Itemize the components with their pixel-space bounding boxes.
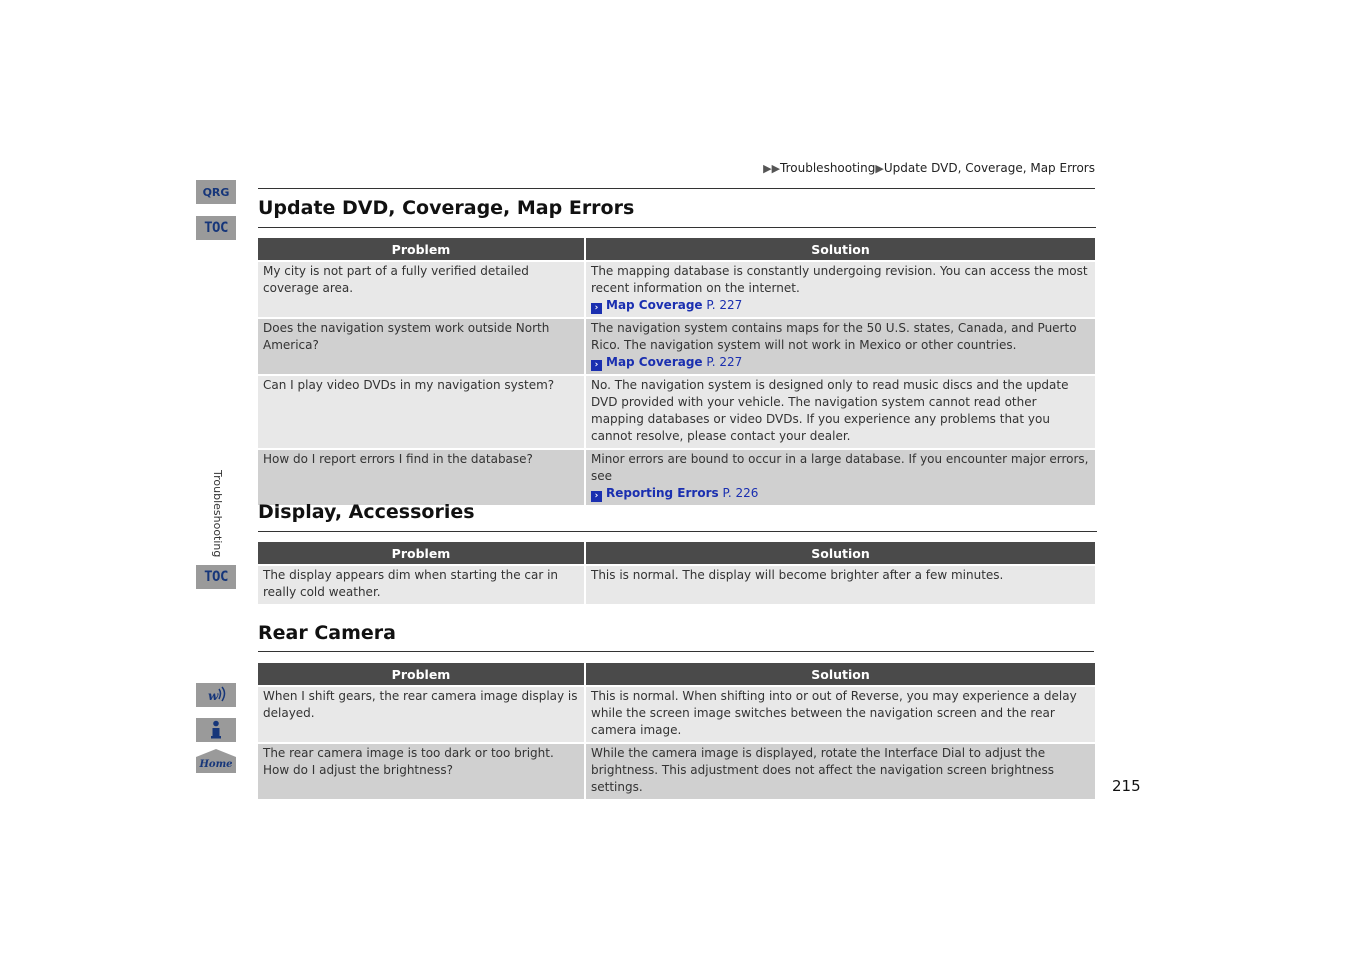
- solution-text: Minor errors are bound to occur in a large database. If you encounter major errors, see: [591, 452, 1089, 483]
- problem-cell: Does the navigation system work outside North America?: [258, 318, 585, 375]
- reference-page: P. 227: [706, 298, 743, 312]
- table-row: [258, 375, 1095, 449]
- solution-cell: [585, 261, 1095, 318]
- solution-cell: This is normal. When shifting into or out of Reverse, you may experience a delay while the screen image switches between the navigation screen and the rear camera image.: [585, 686, 1095, 743]
- voice-command-button[interactable]: [196, 683, 236, 707]
- voice-command-icon: [204, 685, 228, 705]
- section-divider: [258, 227, 1096, 228]
- solution-cell: [585, 449, 1095, 505]
- breadcrumb: [763, 161, 1095, 175]
- problem-header: Problem: [258, 663, 585, 686]
- breadcrumb-arrow-icon: ▶▶: [763, 162, 781, 175]
- reference-arrow-icon: ›: [591, 491, 602, 502]
- problem-cell: The rear camera image is too dark or too bright. How do I adjust the brightness?: [258, 743, 585, 799]
- reference-label: Reporting Errors: [606, 486, 719, 500]
- breadcrumb-parent[interactable]: Troubleshooting: [780, 161, 876, 175]
- problem-cell: When I shift gears, the rear camera image display is delayed.: [258, 686, 585, 743]
- solution-cell: No. The navigation system is designed only to read music discs and the update DVD provided with your vehicle. The navigation system cannot read other mapping databases or video DVDs. If you experience any problems that you cannot resolve, please contact your dealer.: [585, 375, 1095, 449]
- info-button[interactable]: [196, 718, 236, 742]
- problem-cell: My city is not part of a fully verified detailed coverage area.: [258, 261, 585, 318]
- cross-reference-link[interactable]: [591, 297, 1090, 314]
- troubleshooting-table: [258, 663, 1095, 799]
- problem-cell: Can I play video DVDs in my navigation system?: [258, 375, 585, 449]
- info-icon: [209, 720, 223, 740]
- solution-cell: This is normal. The display will become brighter after a few minutes.: [585, 565, 1095, 604]
- solution-text: The mapping database is constantly undergoing revision. You can access the most recent information on the internet.: [591, 264, 1088, 295]
- table-row: [258, 565, 1095, 604]
- reference-label: Map Coverage: [606, 355, 703, 369]
- solution-text: The navigation system contains maps for the 50 U.S. states, Canada, and Puerto Rico. The navigation system will not work in Mexico or other countries.: [591, 321, 1077, 352]
- header-divider: [258, 188, 1095, 189]
- qrg-button[interactable]: QRG: [196, 180, 236, 204]
- section-divider: [258, 651, 1094, 652]
- solution-cell: [585, 318, 1095, 375]
- problem-header: Problem: [258, 238, 585, 261]
- chapter-toc-button[interactable]: TOC: [196, 565, 236, 589]
- table-row: [258, 261, 1095, 318]
- section-title: Update DVD, Coverage, Map Errors: [258, 197, 635, 219]
- problem-header: Problem: [258, 542, 585, 565]
- section-divider: [258, 531, 1097, 532]
- table-row: [258, 686, 1095, 743]
- table-row: [258, 743, 1095, 799]
- breadcrumb-current: Update DVD, Coverage, Map Errors: [883, 161, 1095, 175]
- reference-page: P. 227: [706, 355, 743, 369]
- problem-cell: The display appears dim when starting the car in really cold weather.: [258, 565, 585, 604]
- reference-arrow-icon: ›: [591, 360, 602, 371]
- chapter-side-label: Troubleshooting: [211, 470, 224, 558]
- solution-header: Solution: [585, 238, 1095, 261]
- page-number: 215: [1112, 777, 1141, 795]
- problem-cell: How do I report errors I find in the database?: [258, 449, 585, 505]
- home-icon: [196, 749, 236, 773]
- svg-text:w: w: [208, 689, 219, 703]
- reference-page: P. 226: [722, 486, 759, 500]
- table-row: [258, 449, 1095, 505]
- toc-button[interactable]: TOC: [196, 216, 236, 240]
- home-button[interactable]: [196, 749, 236, 773]
- cross-reference-link[interactable]: [591, 485, 1090, 502]
- troubleshooting-table: [258, 238, 1095, 505]
- solution-header: Solution: [585, 542, 1095, 565]
- reference-label: Map Coverage: [606, 298, 703, 312]
- section-title: Display, Accessories: [258, 501, 475, 523]
- solution-header: Solution: [585, 663, 1095, 686]
- troubleshooting-table: [258, 542, 1095, 604]
- section-title: Rear Camera: [258, 622, 396, 644]
- cross-reference-link[interactable]: [591, 354, 1090, 371]
- table-row: [258, 318, 1095, 375]
- breadcrumb-arrow-icon: ▶: [875, 162, 884, 175]
- reference-arrow-icon: ›: [591, 303, 602, 314]
- solution-cell: While the camera image is displayed, rotate the Interface Dial to adjust the brightness. This adjustment does not affect the navigation screen brightness settings.: [585, 743, 1095, 799]
- home-label: Home: [199, 759, 233, 770]
